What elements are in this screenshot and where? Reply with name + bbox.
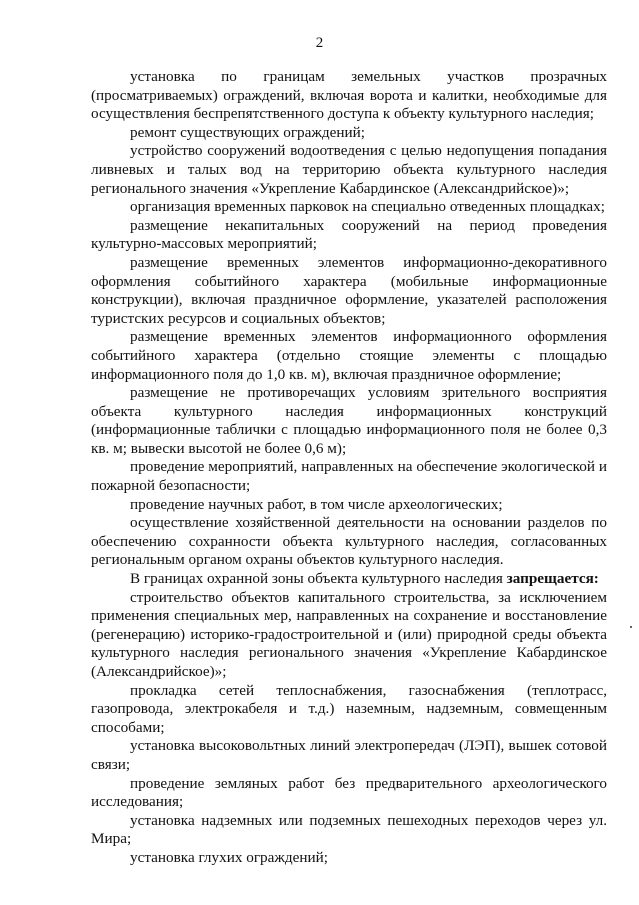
prohibited-item-crossings: установка надземных или подземных пешеходных переходов через ул. Мира; — [91, 811, 607, 848]
permitted-item-information-signs: размещение не противоречащих условиям зрительного восприятия объекта культурного наследия информационных конструкций (информационные таблички с площадью информационного поля не более 0,3 кв. м; вывески высотой не более 0,6 м); — [91, 384, 607, 457]
prohibited-item-solid-fences: установка глухих ограждений; — [130, 848, 328, 866]
permitted-item-drainage: устройство сооружений водоотведения с целью недопущения попадания ливневых и талых вод на территорию объекта культурного наследия регионального значения «Укрепление Кабардинское (Александрийское)»; — [91, 142, 607, 197]
permitted-item-fence-installation: установка по границам земельных участков прозрачных (просматриваемых) ограждений, включая ворота и калитки, необходимые для осуществления беспрепятственного доступа к объекту культурного наследия; — [91, 68, 607, 123]
prohibited-heading-bold: запрещается: — [506, 570, 599, 588]
permitted-item-information-elements: размещение временных элементов информационного оформления событийного характера (отдельно стоящие элементы с площадью информационного поля до 1,0 кв. м), включая праздничное оформление; — [91, 328, 607, 383]
prohibited-heading-text: В границах охранной зоны объекта культурного наследия — [130, 570, 507, 588]
page-number: 2 — [315, 35, 324, 51]
permitted-item-scientific-work: проведение научных работ, в том числе археологических; — [130, 495, 503, 513]
permitted-item-decorative-elements: размещение временных элементов информационно-декоративного оформления событийного характера (мобильные информационные конструкции), включая праздничное оформление, указателей расположения туристских ресурсов и социальных объектов; — [91, 253, 607, 327]
prohibited-item-networks: прокладка сетей теплоснабжения, газоснабжения (теплотрасс, газопровода, электрокабеля и т.д.) наземным, надземным, совмещенным способами; — [91, 681, 607, 736]
permitted-item-economic-activity: осуществление хозяйственной деятельности на основании разделов по обеспечению сохранности объекта культурного наследия, согласованных региональным органом охраны объектов культурного наследия. — [91, 514, 607, 569]
permitted-item-fence-repair: ремонт существующих ограждений; — [130, 123, 365, 141]
prohibited-item-earthworks: проведение земляных работ без предварительного археологического исследования; — [91, 774, 607, 811]
prohibited-item-power-lines: установка высоковольтных линий электропередач (ЛЭП), вышек сотовой связи; — [91, 737, 607, 773]
permitted-item-safety-measures: проведение мероприятий, направленных на обеспечение экологической и пожарной безопасности; — [91, 458, 607, 495]
document-body — [91, 68, 607, 868]
prohibited-heading — [91, 570, 607, 589]
permitted-item-parking: организация временных парковок на специально отведенных площадках; — [130, 198, 605, 216]
permitted-item-temporary-structures: размещение некапитальных сооружений на период проведения культурно-массовых мероприятий; — [91, 216, 607, 253]
margin-mark — [630, 626, 632, 628]
prohibited-item-construction: строительство объектов капитального строительства, за исключением применения специальных мер, направленных на сохранение и восстановление (регенерацию) историко-градостроительной и (или) природной среды объекта культурного наследия регионального значения «Укрепление Кабардинское (Александрийское)»; — [91, 588, 607, 680]
